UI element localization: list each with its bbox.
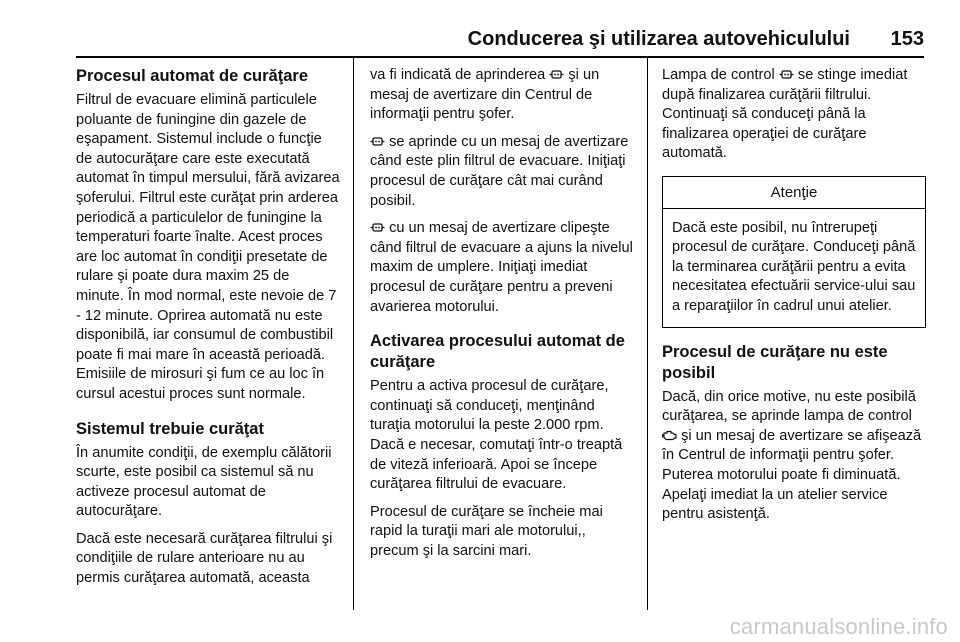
paragraph: Dacă este necesară curăţarea filtrului şi condiţiile de rulare anterioare nu au permis curăţarea automată, aceasta (76, 530, 333, 587)
column-3 (662, 66, 926, 533)
text: şi un mesaj de avertizare din Centrul de informaţii pentru şofer. (370, 67, 600, 123)
exhaust-filter-icon (370, 221, 385, 234)
paragraph (662, 66, 926, 164)
paragraph (370, 219, 634, 317)
text: se stinge imediat după finalizarea curăţării filtrului. Continuaţi să conduceţi până la finalizarea operaţiei de curăţare automată. (662, 67, 908, 162)
column-divider-1 (353, 58, 354, 610)
column-1 (76, 66, 340, 597)
exhaust-filter-icon (779, 68, 794, 81)
text: Dacă, din orice motive, nu este posibilă curăţarea, se aprinde lampa de control (662, 388, 916, 425)
page-header (76, 22, 924, 58)
paragraph (370, 133, 634, 211)
text: va fi indicată de aprinderea (370, 67, 546, 83)
heading-cleaning-required: Sistemul trebuie curăţat (76, 419, 264, 438)
column-2 (370, 66, 634, 569)
text: cu un mesaj de avertizare clipeşte când filtrul de evacuare a ajuns la nivelul maxim de umplere. Iniţiaţi imediat procesul de curăţare pentru a preveni avarierea motorului. (370, 220, 633, 315)
paragraph: Filtrul de evacuare elimină particulele poluante de funingine din gazele de eşapament. Sistemul include o funcţie de autocurăţare care este executată automat în timpul mersului, fără avizarea şoferului. Filtrul este curăţat prin arderea periodică a particulelor de funingine la temperaturi foarte înalte. Acest proces are loc automat în condiţii presetate de rulare şi poate dura maxim 25 de minute. În mod normal, este nevoie de 7 - 12 minute. Oprirea automată nu este disponibilă, iar consumul de combustibil poate fi mai mare în această perioadă. Emisiile de mirosuri şi fum ce au loc în cursul acestui proces sunt normale. (76, 92, 340, 402)
column-divider-2 (647, 58, 648, 610)
watermark: carmanualsonline.info (729, 614, 948, 639)
exhaust-filter-icon (549, 68, 564, 81)
notice-title: Atenţie (663, 177, 925, 209)
text: şi un mesaj de avertizare se afişează în Centrul de informaţii pentru şofer. Puterea motorului poate fi diminuată. Apelaţi imediat la un atelier service pentru asistenţă. (662, 427, 922, 523)
section-title: Conducerea şi utilizarea autovehiculului (467, 28, 850, 50)
exhaust-filter-icon (370, 135, 385, 148)
page-number: 153 (890, 28, 924, 50)
heading-activate-cleaning: Activarea procesului automat de curăţare (370, 332, 625, 372)
engine-check-icon (662, 429, 677, 442)
paragraph: Procesul de curăţare se încheie mai rapid la turaţii mari ale motorului,, precum şi la sarcini mari. (370, 503, 603, 559)
notice-box (662, 176, 926, 328)
paragraph: Pentru a activa procesul de curăţare, continuaţi să conduceţi, menţinând turaţia motorului la peste 2.000 rpm. Dacă e necesar, comutaţi într-o treaptă de viteză inferioară. Apoi se începe curăţarea filtrului de evacuare. (370, 378, 623, 493)
text: se aprinde cu un mesaj de avertizare când este plin filtrul de evacuare. Iniţiaţi procesul de curăţare cât mai curând posibil. (370, 133, 629, 209)
paragraph (370, 66, 634, 125)
heading-automatic-cleaning: Procesul automat de curăţare (76, 67, 308, 85)
text: Lampa de control (662, 67, 775, 83)
heading-cleaning-not-possible: Procesul de curăţare nu este posibil (662, 342, 888, 382)
paragraph: În anumite condiţii, de exemplu călătorii scurte, este posibil ca sistemul să nu activeze procesul automat de autocurăţare. (76, 444, 332, 520)
notice-text: Dacă este posibil, nu întrerupeţi procesul de curăţare. Conduceţi până la terminarea curăţării pentru a evita necesitatea efectuării service-ului sau a reparaţiilor în cadrul unui atelier. (672, 219, 916, 314)
paragraph (662, 388, 926, 525)
